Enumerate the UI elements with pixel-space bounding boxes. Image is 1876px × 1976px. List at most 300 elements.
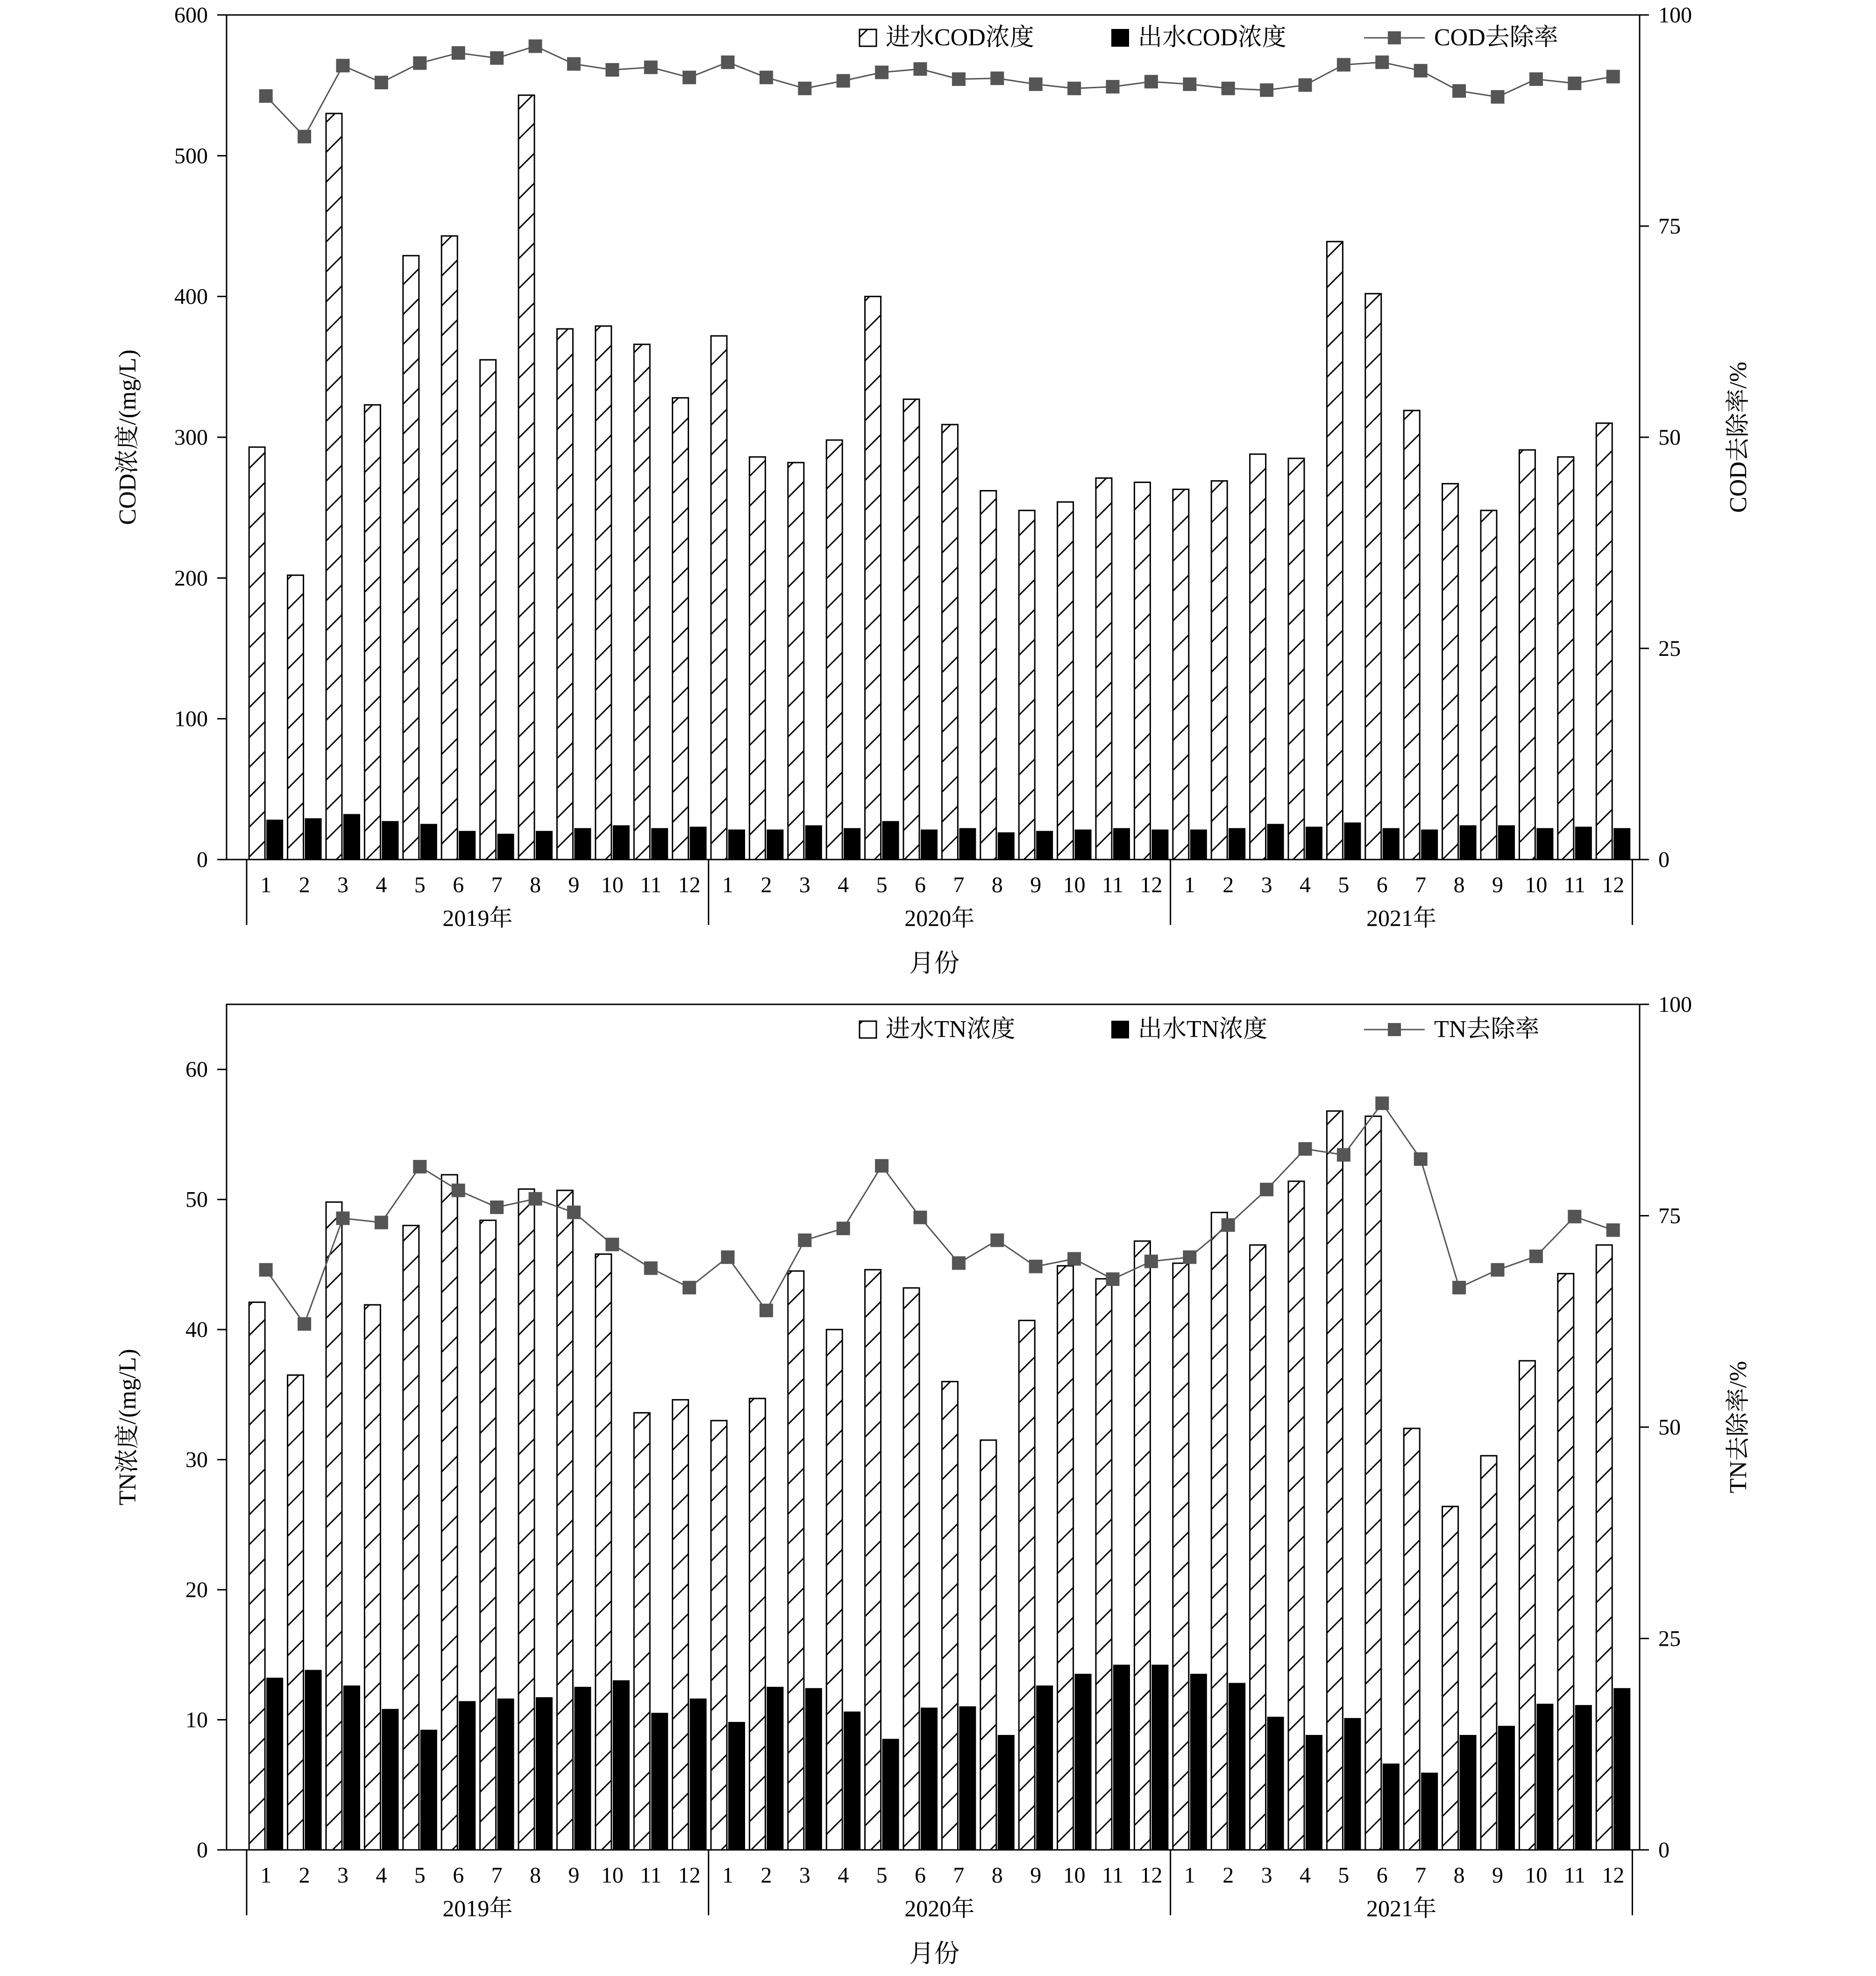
rate-point [1529,1250,1542,1263]
outflow-bar [883,822,899,860]
y-left-tick-label: 500 [174,143,208,169]
rate-point [490,51,504,64]
outflow-bar [1229,1684,1245,1850]
rate-point [683,1281,696,1294]
x-month-label: 1 [260,873,272,897]
rate-point [837,74,850,87]
outflow-bar [1229,829,1245,860]
x-month-label: 1 [722,1863,733,1888]
x-month-label: 4 [1300,873,1311,897]
outflow-bar [613,1681,629,1850]
inflow-bar [1019,1321,1035,1850]
inflow-bar [942,425,958,860]
rate-point [1491,90,1504,103]
x-month-label: 9 [1030,1863,1042,1888]
outflow-bar [806,826,822,860]
inflow-bar [826,440,842,860]
x-month-label: 12 [678,1863,701,1888]
rate-point [413,1160,426,1173]
x-month-label: 1 [1184,1863,1195,1888]
x-month-label: 3 [337,1863,348,1888]
rate-point [1376,1097,1389,1110]
x-month-label: 10 [1525,1863,1548,1888]
outflow-bar [690,827,706,860]
rate-line [266,46,1613,137]
x-month-label: 10 [1063,1863,1086,1888]
outflow-bar [1152,830,1168,860]
legend-rate-marker [1388,1023,1401,1036]
inflow-bar [1481,1456,1497,1850]
outflow-bar [1114,1665,1130,1850]
inflow-bar [1173,1263,1189,1850]
rate-point [798,82,811,95]
outflow-bar [729,830,745,860]
inflow-bar [1404,1429,1420,1850]
inflow-bar [634,344,650,860]
outflow-bar [1037,832,1052,860]
y-left-tick-label: 300 [174,425,208,450]
inflow-bar [1096,478,1112,860]
outflow-bar [536,1698,552,1850]
rate-point [837,1222,850,1235]
outflow-bar [575,829,590,860]
rate-point [1453,85,1466,98]
x-month-label: 5 [1338,1863,1350,1888]
y-right-tick-label: 75 [1658,1203,1681,1229]
outflow-bar [690,1699,706,1850]
rate-point [567,57,580,71]
outflow-bar [459,832,475,860]
x-month-label: 12 [1602,873,1625,897]
inflow-bar [1558,457,1574,860]
y-right-tick-label: 100 [1658,3,1692,28]
rate-point [1337,58,1350,71]
inflow-bar [557,329,573,860]
rate-point [875,1159,888,1173]
y-right-axis-title: COD去除率/% [1725,362,1752,513]
inflow-bar [480,1220,496,1850]
outflow-bar [1152,1665,1168,1850]
x-axis-title: 月份 [909,949,959,977]
outflow-bar [1191,1674,1207,1850]
x-month-label: 8 [1453,873,1465,897]
x-month-label: 8 [991,1863,1003,1888]
x-month-label: 8 [530,873,541,897]
x-month-label: 8 [1453,1863,1465,1888]
inflow-bar [249,447,265,860]
inflow-bar [1250,1245,1266,1850]
inflow-bar [865,1270,881,1850]
tn-chart-panel [114,992,1752,1968]
inflow-bar [326,1202,342,1850]
x-month-label: 4 [838,873,849,897]
x-month-label: 9 [1492,1863,1503,1888]
outflow-bar [382,822,398,860]
x-month-label: 6 [1376,1863,1388,1888]
outflow-bar [1576,1706,1592,1850]
rate-point [1453,1281,1466,1294]
outflow-bar [1383,1764,1399,1850]
x-month-label: 5 [1338,873,1350,897]
x-month-label: 12 [1602,1863,1625,1888]
inflow-bar [1288,1181,1304,1850]
inflow-bar [1365,1116,1381,1850]
outflow-bar [1460,1735,1476,1850]
x-month-label: 5 [876,1863,888,1888]
rate-point [991,72,1004,85]
x-month-label: 4 [838,1863,849,1888]
outflow-bar [921,1708,937,1850]
rate-point [1222,82,1235,95]
rate-point [875,66,888,79]
rate-point [721,1251,734,1264]
x-month-label: 10 [601,873,624,897]
inflow-bar [288,575,304,860]
y-left-tick-label: 400 [174,284,208,309]
legend-outflow-swatch [1112,1021,1129,1038]
outflow-bar [1344,1719,1360,1850]
outflow-bar [1460,826,1476,860]
y-right-tick-label: 50 [1658,425,1681,450]
x-month-label: 1 [1184,873,1195,897]
outflow-bar [1499,1726,1514,1850]
rate-point [529,40,542,53]
cod-chart-panel [114,3,1752,977]
y-right-tick-label: 25 [1658,636,1681,661]
x-month-label: 8 [991,873,1003,897]
rate-point [259,1263,272,1276]
x-year-label: 2021年 [1366,1895,1436,1921]
legend-outflow-label: 出水COD浓度 [1138,24,1286,51]
x-month-label: 2 [760,1863,772,1888]
inflow-bar [364,405,380,860]
rate-point [1414,64,1427,77]
inflow-bar [942,1382,958,1850]
outflow-bar [729,1722,745,1850]
rate-point [298,130,311,143]
inflow-bar [711,1421,727,1850]
x-month-label: 12 [678,873,701,897]
rate-point [798,1234,811,1247]
outflow-bar [883,1739,899,1850]
inflow-bar [1596,1245,1612,1850]
outflow-bar [1383,829,1399,860]
x-month-label: 7 [491,873,503,897]
outflow-bar [1614,1689,1630,1850]
rate-point [1414,1152,1427,1166]
x-month-label: 10 [1063,873,1086,897]
rate-point [1529,72,1542,85]
rate-point [298,1317,311,1330]
x-axis-title: 月份 [909,1940,959,1968]
x-month-label: 7 [1415,873,1427,897]
outflow-bar [1306,1735,1322,1850]
y-left-tick-label: 100 [174,706,208,732]
inflow-bar [364,1305,380,1850]
inflow-bar [288,1375,304,1850]
rate-point [375,1216,388,1229]
rate-point [1144,75,1158,88]
outflow-bar [267,820,283,860]
outflow-bar [1499,826,1514,860]
y-left-tick-label: 0 [197,1838,208,1862]
y-left-tick-label: 50 [185,1187,208,1212]
rate-point [1337,1148,1350,1161]
outflow-bar [1037,1686,1052,1850]
rate-point [914,63,927,76]
inflow-bar [1443,1507,1458,1850]
inflow-bar [1134,1241,1150,1850]
rate-point [760,1304,773,1317]
rate-point [606,1238,619,1251]
x-month-label: 9 [568,1863,580,1888]
x-year-label: 2020年 [904,905,975,931]
rate-point [529,1192,542,1205]
inflow-bar [480,360,496,860]
outflow-bar [1114,829,1130,860]
x-year-label: 2019年 [442,905,513,931]
rate-point [1106,80,1119,93]
outflow-bar [844,829,860,860]
outflow-bar [1191,830,1207,860]
x-year-label: 2019年 [442,1895,513,1921]
inflow-bar [1250,454,1266,860]
x-month-label: 1 [722,873,733,897]
inflow-bar [519,95,534,860]
legend-inflow-label: 进水TN浓度 [886,1016,1016,1043]
x-month-label: 9 [1492,873,1503,897]
inflow-bar [1058,1266,1073,1850]
outflow-bar [844,1712,860,1850]
outflow-bar [1537,829,1553,860]
x-month-label: 7 [953,873,965,897]
x-month-label: 2 [1222,873,1234,897]
outflow-bar [1576,827,1592,860]
x-month-label: 6 [915,873,926,897]
inflow-bar [441,1175,457,1850]
inflow-bar [1519,1361,1535,1850]
rate-point [721,56,734,69]
x-month-label: 10 [1525,873,1548,897]
x-month-label: 3 [337,873,348,897]
rate-point [1299,78,1312,92]
legend-rate-label: COD去除率 [1434,24,1558,51]
y-left-tick-label: 600 [174,3,208,28]
outflow-bar [1075,830,1091,860]
inflow-bar [1327,242,1343,860]
rate-point [1183,1251,1196,1264]
outflow-bar [1306,827,1322,860]
legend-inflow-label: 进水COD浓度 [886,24,1034,51]
rate-point [1183,78,1196,91]
inflow-bar [903,399,919,860]
inflow-bar [1481,511,1497,860]
outflow-bar [959,1707,975,1850]
rate-point [952,72,965,85]
inflow-bar [903,1288,919,1850]
rate-point [1491,1263,1504,1276]
rate-point [259,90,272,103]
rate-point [452,46,465,59]
inflow-bar [1134,482,1150,860]
inflow-bar [981,491,996,860]
inflow-bar [596,326,611,860]
y-left-tick-label: 200 [174,566,208,591]
plot-frame [227,15,1640,860]
x-month-label: 9 [568,873,580,897]
outflow-bar [998,833,1014,860]
inflow-bar [749,1399,765,1850]
x-month-label: 11 [1101,1863,1124,1888]
legend-rate-marker [1388,31,1401,44]
rate-point [452,1184,465,1197]
x-month-label: 7 [1415,1863,1427,1888]
x-year-label: 2020年 [904,1895,975,1921]
outflow-bar [1075,1674,1091,1850]
outflow-bar [536,832,552,860]
outflow-bar [1537,1704,1553,1850]
rate-point [1222,1218,1235,1231]
y-left-axis-title: TN浓度/(mg/L) [114,1349,141,1506]
x-month-label: 3 [799,1863,810,1888]
y-left-tick-label: 60 [185,1057,208,1082]
outflow-bar [806,1689,822,1850]
x-month-label: 5 [414,873,426,897]
y-left-tick-label: 30 [185,1447,208,1472]
legend-outflow-label: 出水TN浓度 [1138,1016,1268,1043]
x-month-label: 1 [260,1863,272,1888]
x-month-label: 5 [876,873,888,897]
x-month-label: 6 [1376,873,1388,897]
inflow-bar [1519,450,1535,860]
legend-rate-label: TN去除率 [1434,1016,1540,1043]
outflow-bar [306,1670,321,1850]
inflow-bar [788,1271,804,1850]
outflow-bar [267,1678,283,1850]
x-month-label: 2 [1222,1863,1234,1888]
outflow-bar [498,834,514,860]
y-left-tick-label: 0 [197,847,208,872]
x-month-label: 11 [1563,873,1585,897]
x-month-label: 4 [1300,1863,1311,1888]
x-month-label: 7 [491,1863,503,1888]
y-right-tick-label: 0 [1658,847,1670,872]
inflow-bar [1365,294,1381,860]
inflow-bar [557,1190,573,1850]
outflow-bar [459,1702,475,1850]
x-month-label: 6 [915,1863,926,1888]
x-month-label: 12 [1140,1863,1163,1888]
rate-line [266,1103,1613,1324]
outflow-bar [421,1730,437,1850]
inflow-bar [249,1302,265,1850]
outflow-bar [1421,830,1437,860]
x-month-label: 3 [799,873,810,897]
x-month-label: 12 [1140,873,1163,897]
inflow-bar [1058,502,1073,860]
rate-point [606,64,619,77]
inflow-bar [1558,1273,1574,1850]
inflow-bar [1596,423,1612,860]
rate-point [1144,1255,1158,1268]
y-right-tick-label: 25 [1658,1626,1681,1651]
rate-point [1029,78,1042,91]
inflow-bar [1211,481,1227,860]
outflow-bar [1421,1773,1437,1850]
outflow-bar [652,1713,668,1850]
x-month-label: 11 [640,873,662,897]
rate-point [1106,1272,1119,1286]
x-month-label: 11 [1563,1863,1585,1888]
inflow-bar [326,114,342,860]
x-year-label: 2021年 [1366,905,1436,931]
rate-point [1068,1252,1081,1265]
outflow-bar [652,829,668,860]
rate-point [336,1212,349,1225]
y-right-tick-label: 0 [1658,1838,1670,1862]
inflow-bar [596,1254,611,1850]
rate-point [413,57,426,70]
y-right-tick-label: 75 [1658,214,1681,239]
x-month-label: 5 [414,1863,426,1888]
rate-point [1068,82,1081,95]
x-month-label: 6 [453,873,464,897]
x-month-label: 6 [453,1863,464,1888]
inflow-bar [1211,1213,1227,1850]
x-month-label: 11 [1101,873,1124,897]
inflow-bar [788,462,804,860]
x-month-label: 9 [1030,873,1042,897]
x-month-label: 11 [640,1863,662,1888]
x-month-label: 7 [953,1863,965,1888]
outflow-bar [1268,1717,1284,1850]
inflow-bar [826,1329,842,1850]
inflow-bar [519,1189,534,1850]
outflow-bar [767,1687,783,1850]
inflow-bar [634,1413,650,1850]
outflow-bar [498,1699,514,1850]
outflow-bar [306,819,321,860]
inflow-bar [1327,1111,1343,1850]
x-month-label: 2 [760,873,772,897]
inflow-bar [1096,1279,1112,1850]
legend-inflow-swatch [860,1021,876,1038]
outflow-bar [998,1735,1014,1850]
rate-point [1606,1223,1620,1237]
inflow-bar [749,457,765,860]
rate-point [683,71,696,84]
outflow-bar [344,815,360,860]
y-right-axis-title: TN去除率/% [1725,1361,1752,1493]
legend-outflow-swatch [1112,29,1129,46]
legend-inflow-swatch [860,29,876,46]
inflow-bar [403,1225,419,1850]
inflow-bar [865,297,881,860]
y-left-tick-label: 40 [185,1317,208,1343]
x-month-label: 4 [376,1863,387,1888]
inflow-bar [673,398,689,860]
x-month-label: 2 [298,1863,310,1888]
rate-point [1606,70,1620,83]
outflow-bar [921,830,937,860]
y-left-axis-title: COD浓度/(mg/L) [114,349,141,525]
outflow-bar [382,1709,398,1850]
outflow-bar [767,830,783,860]
outflow-bar [959,829,975,860]
rate-point [490,1201,504,1214]
outflow-bar [421,825,437,860]
outflow-bar [344,1686,360,1850]
